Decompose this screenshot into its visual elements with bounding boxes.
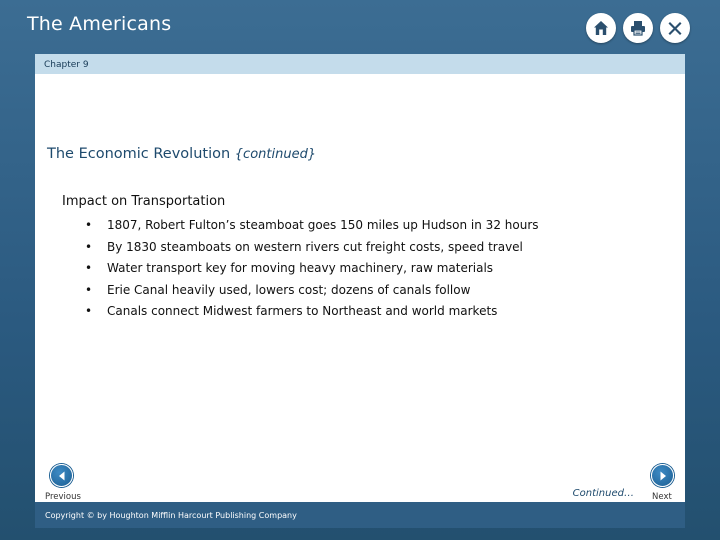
bullet-marker: • [85,218,93,232]
arrow-left-icon [56,470,68,482]
bullet-text: By 1830 steamboats on western rivers cut freight costs, speed travel [107,239,523,254]
previous-button-circle [50,464,73,487]
next-button-circle [651,464,674,487]
list-item [85,237,539,259]
chapter-label: Chapter 9 [35,54,685,74]
previous-button[interactable] [50,464,73,487]
arrow-right-icon [657,470,669,482]
bullet-marker: • [85,239,93,254]
bullet-marker: • [85,304,93,319]
home-icon [592,19,610,37]
print-icon [629,19,647,37]
copyright-text: Copyright © by Houghton Mifflin Harcourt Publishing Company [45,511,297,520]
close-icon [666,19,684,37]
list-item [85,301,539,323]
next-label[interactable]: Next [652,492,672,502]
bullet-list [85,215,539,323]
next-button[interactable] [651,464,674,487]
list-item [85,215,539,237]
list-item [85,258,539,280]
app-title: The Americans [27,13,172,35]
slide-content [35,74,685,502]
bullet-text: Canals connect Midwest farmers to Northeast and world markets [107,304,498,319]
previous-label[interactable]: Previous [45,492,81,502]
print-button[interactable] [623,13,653,43]
section-title-text: The Economic Revolution [47,146,231,162]
close-button[interactable] [660,13,690,43]
bullet-marker: • [85,261,93,276]
continued-tag: {continued} [234,147,317,162]
section-title [47,146,316,162]
bullet-text: 1807, Robert Fulton’s steamboat goes 150 miles up Hudson in 32 hours [107,218,539,232]
list-item [85,280,539,302]
bullet-text: Erie Canal heavily used, lowers cost; dozens of canals follow [107,282,471,297]
footer [35,502,685,528]
bullet-text: Water transport key for moving heavy machinery, raw materials [107,261,494,276]
top-toolbar [586,13,690,43]
home-button[interactable] [586,13,616,43]
bullet-marker: • [85,282,93,297]
subheading: Impact on Transportation [62,194,226,209]
continued-label: Continued… [572,488,634,499]
